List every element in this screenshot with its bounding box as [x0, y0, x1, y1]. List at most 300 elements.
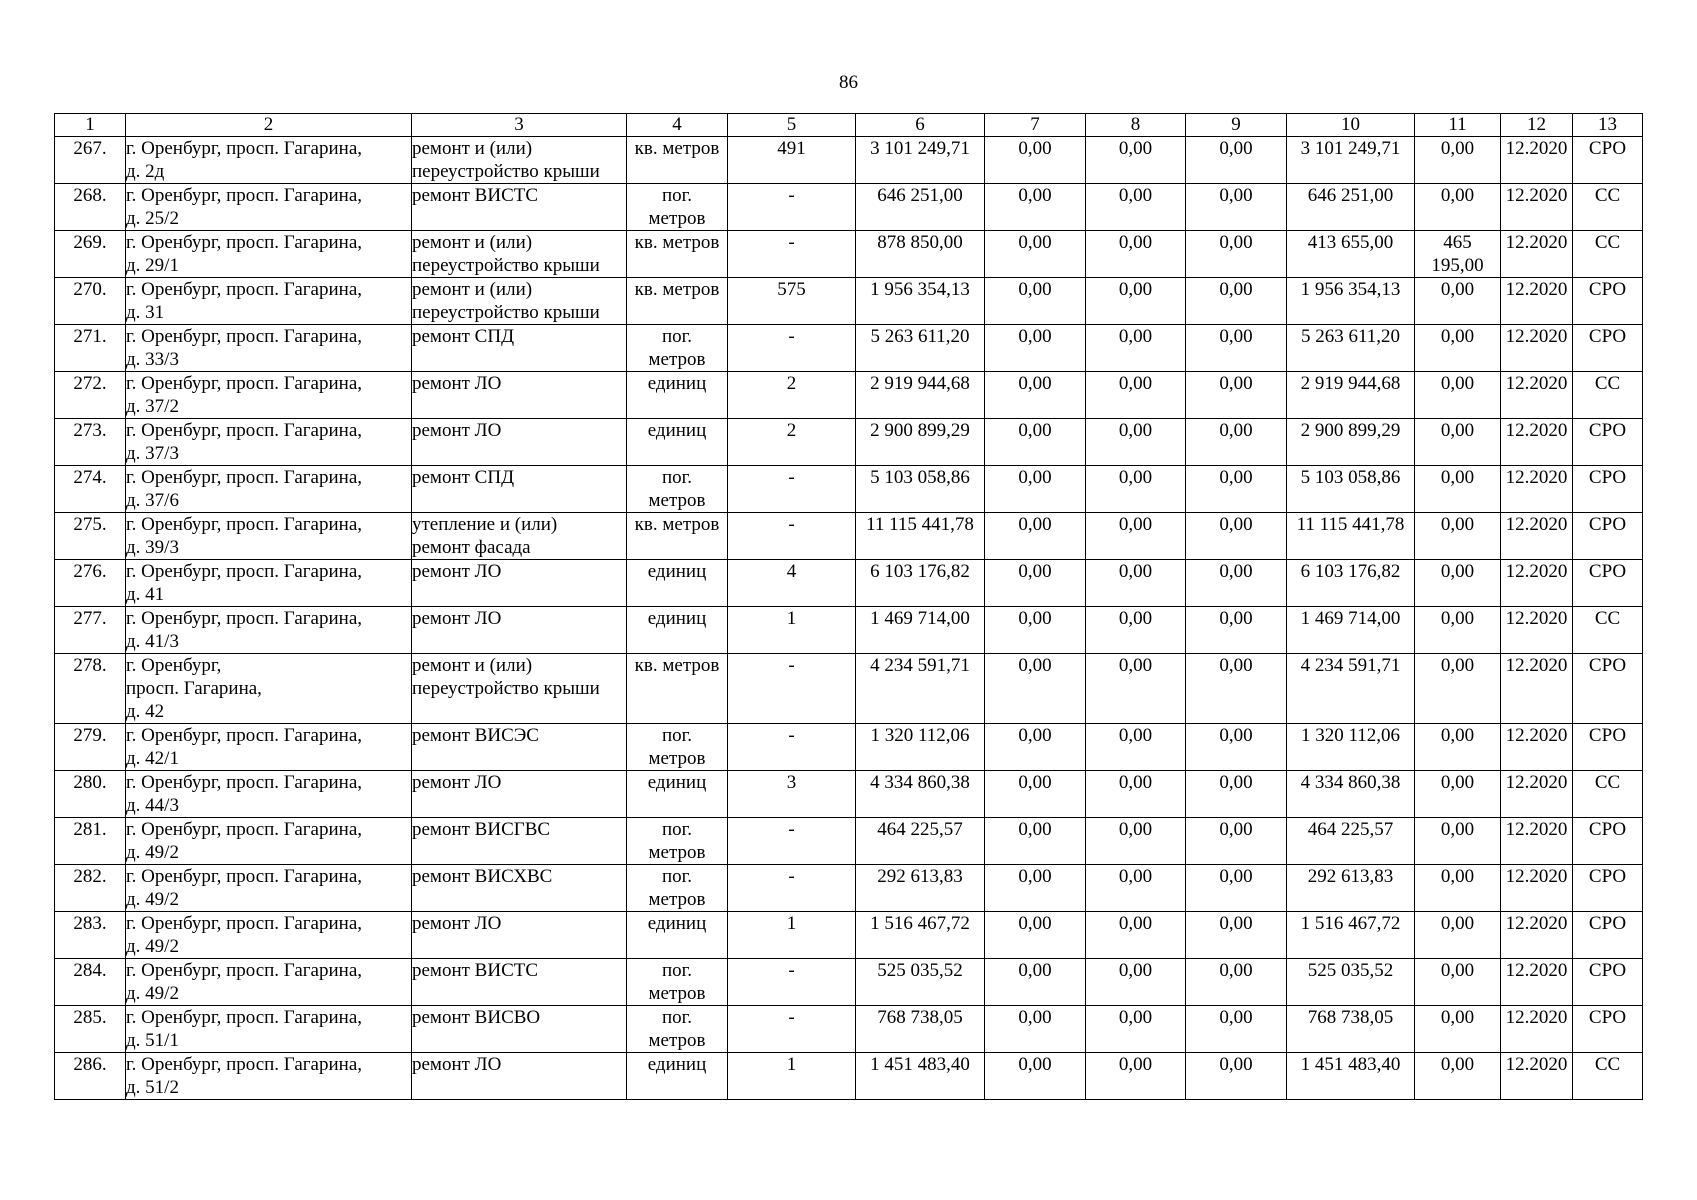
row-number: 268. — [55, 184, 126, 231]
table-row — [55, 1053, 1643, 1100]
value-cell-7: 0,00 — [985, 607, 1086, 654]
cell-line: единиц — [647, 913, 707, 934]
cell-line: ремонт СПД — [412, 326, 515, 347]
cell-line: д. 49/2 — [126, 889, 179, 910]
row-number: 279. — [55, 724, 126, 771]
value-cell-8: 0,00 — [1086, 959, 1186, 1006]
value-cell-10: 4 234 591,71 — [1287, 654, 1415, 724]
value-cell-7: 0,00 — [985, 560, 1086, 607]
address-cell — [126, 865, 412, 912]
value-cell-12: 12.2020 — [1501, 818, 1573, 865]
unit-cell — [627, 1053, 728, 1100]
value-cell-11: 0,00 — [1415, 607, 1501, 654]
table-row — [55, 818, 1643, 865]
unit-cell — [627, 231, 728, 278]
cell-line: пог. — [661, 326, 693, 347]
value-cell-12: 12.2020 — [1501, 372, 1573, 419]
value-cell-6: 6 103 176,82 — [856, 560, 985, 607]
value-cell-6: 646 251,00 — [856, 184, 985, 231]
row-number: 283. — [55, 912, 126, 959]
value-cell-10: 1 516 467,72 — [1287, 912, 1415, 959]
cell-line: ремонт и (или) — [412, 138, 533, 159]
cell-line: кв. метров — [634, 655, 720, 676]
value-cell-7: 0,00 — [985, 959, 1086, 1006]
cell-line: д. 42/1 — [126, 748, 179, 769]
cell-line: метров — [648, 842, 706, 863]
cell-line: г. Оренбург, просп. Гагарина, — [126, 960, 362, 981]
cell-line: ремонт ВИСТС — [412, 960, 539, 981]
value-cell-8: 0,00 — [1086, 278, 1186, 325]
value-cell-10: 6 103 176,82 — [1287, 560, 1415, 607]
cell-line: переустройство крыши — [412, 255, 600, 276]
value-cell-7: 0,00 — [985, 912, 1086, 959]
column-header-5: 5 — [728, 114, 856, 137]
value-cell-7: 0,00 — [985, 654, 1086, 724]
value-cell-5: 2 — [728, 419, 856, 466]
unit-cell — [627, 137, 728, 184]
work-type-cell — [412, 771, 627, 818]
column-header-4: 4 — [627, 114, 728, 137]
value-cell-5: - — [728, 724, 856, 771]
value-cell-11: 0,00 — [1415, 419, 1501, 466]
cell-line: д. 37/2 — [126, 396, 179, 417]
address-cell — [126, 607, 412, 654]
address-cell — [126, 231, 412, 278]
cell-line: д. 41 — [126, 584, 165, 605]
value-cell-9: 0,00 — [1186, 372, 1287, 419]
table-row — [55, 912, 1643, 959]
column-header-6: 6 — [856, 114, 985, 137]
cell-line: г. Оренбург, просп. Гагарина, — [126, 326, 362, 347]
unit-cell — [627, 654, 728, 724]
method-cell: СРО — [1573, 818, 1643, 865]
value-cell-7: 0,00 — [985, 724, 1086, 771]
address-cell — [126, 513, 412, 560]
cell-line: ремонт ЛО — [412, 373, 502, 394]
cell-line: г. Оренбург, просп. Гагарина, — [126, 185, 362, 206]
value-cell-5: - — [728, 231, 856, 278]
value-cell-10: 1 451 483,40 — [1287, 1053, 1415, 1100]
cell-line: метров — [648, 748, 706, 769]
row-number: 285. — [55, 1006, 126, 1053]
unit-cell — [627, 278, 728, 325]
unit-cell — [627, 560, 728, 607]
value-cell-6: 2 919 944,68 — [856, 372, 985, 419]
unit-cell — [627, 912, 728, 959]
cell-line: ремонт ЛО — [412, 420, 502, 441]
cell-line: д. 39/3 — [126, 537, 179, 558]
value-cell-7: 0,00 — [985, 1006, 1086, 1053]
value-cell-6: 768 738,05 — [856, 1006, 985, 1053]
value-cell-10: 4 334 860,38 — [1287, 771, 1415, 818]
cell-line: д. 51/2 — [126, 1077, 179, 1098]
value-cell-5: - — [728, 513, 856, 560]
unit-cell — [627, 513, 728, 560]
unit-cell — [627, 466, 728, 513]
work-type-cell — [412, 912, 627, 959]
cell-line: г. Оренбург, просп. Гагарина, — [126, 138, 362, 159]
method-cell: СС — [1573, 607, 1643, 654]
value-cell-12: 12.2020 — [1501, 325, 1573, 372]
cell-line: г. Оренбург, просп. Гагарина, — [126, 1054, 362, 1075]
cell-line: г. Оренбург, просп. Гагарина, — [126, 467, 362, 488]
cell-line: г. Оренбург, просп. Гагарина, — [126, 279, 362, 300]
value-cell-12: 12.2020 — [1501, 1006, 1573, 1053]
method-cell: СРО — [1573, 278, 1643, 325]
value-cell-8: 0,00 — [1086, 1006, 1186, 1053]
cell-line: ремонт ЛО — [412, 608, 502, 629]
value-cell-9: 0,00 — [1186, 231, 1287, 278]
value-cell-7: 0,00 — [985, 1053, 1086, 1100]
cell-line: д. 41/3 — [126, 631, 179, 652]
value-cell-6: 4 334 860,38 — [856, 771, 985, 818]
cell-line: единиц — [647, 608, 707, 629]
row-number: 276. — [55, 560, 126, 607]
cell-line: д. 25/2 — [126, 208, 179, 229]
cell-line: метров — [648, 889, 706, 910]
work-type-cell — [412, 278, 627, 325]
work-type-cell — [412, 325, 627, 372]
work-type-cell — [412, 1053, 627, 1100]
value-cell-7: 0,00 — [985, 137, 1086, 184]
column-header-7: 7 — [985, 114, 1086, 137]
column-header-13: 13 — [1573, 114, 1643, 137]
value-cell-9: 0,00 — [1186, 912, 1287, 959]
value-cell-8: 0,00 — [1086, 818, 1186, 865]
cell-line: д. 33/3 — [126, 349, 179, 370]
cell-line: д. 49/2 — [126, 936, 179, 957]
value-cell-11: 0,00 — [1415, 184, 1501, 231]
value-cell-10: 5 103 058,86 — [1287, 466, 1415, 513]
value-cell-7: 0,00 — [985, 513, 1086, 560]
table-body — [55, 137, 1643, 1100]
unit-cell — [627, 419, 728, 466]
method-cell: СРО — [1573, 419, 1643, 466]
cell-line: кв. метров — [634, 138, 720, 159]
cell-line: метров — [648, 349, 706, 370]
cell-line: пог. — [661, 1007, 693, 1028]
value-cell-11: 0,00 — [1415, 1053, 1501, 1100]
cell-line: ремонт ВИСТС — [412, 185, 539, 206]
unit-cell — [627, 959, 728, 1006]
column-header-9: 9 — [1186, 114, 1287, 137]
row-number: 281. — [55, 818, 126, 865]
address-cell — [126, 771, 412, 818]
row-number: 284. — [55, 959, 126, 1006]
row-number: 282. — [55, 865, 126, 912]
value-cell-12: 12.2020 — [1501, 724, 1573, 771]
value-cell-11: 0,00 — [1415, 466, 1501, 513]
value-cell-6: 5 103 058,86 — [856, 466, 985, 513]
value-cell-6: 11 115 441,78 — [856, 513, 985, 560]
value-cell-8: 0,00 — [1086, 607, 1186, 654]
row-number: 280. — [55, 771, 126, 818]
cell-line: метров — [648, 1030, 706, 1051]
row-number: 272. — [55, 372, 126, 419]
address-cell — [126, 325, 412, 372]
value-cell-9: 0,00 — [1186, 513, 1287, 560]
value-cell-12: 12.2020 — [1501, 278, 1573, 325]
work-type-cell — [412, 466, 627, 513]
method-cell: СРО — [1573, 724, 1643, 771]
value-cell-5: 3 — [728, 771, 856, 818]
value-cell-5: 4 — [728, 560, 856, 607]
value-cell-6: 1 320 112,06 — [856, 724, 985, 771]
value-cell-11: 0,00 — [1415, 278, 1501, 325]
value-cell-11: 0,00 — [1415, 771, 1501, 818]
value-cell-10: 11 115 441,78 — [1287, 513, 1415, 560]
table-row — [55, 654, 1643, 724]
value-cell-7: 0,00 — [985, 865, 1086, 912]
cell-line: переустройство крыши — [412, 161, 600, 182]
value-cell-9: 0,00 — [1186, 466, 1287, 513]
cell-line: г. Оренбург, просп. Гагарина, — [126, 913, 362, 934]
cell-line: кв. метров — [634, 232, 720, 253]
cell-line: ремонт фасада — [412, 537, 531, 558]
table-row — [55, 419, 1643, 466]
column-header-11: 11 — [1415, 114, 1501, 137]
row-number: 269. — [55, 231, 126, 278]
value-cell-9: 0,00 — [1186, 278, 1287, 325]
value-cell-12: 12.2020 — [1501, 1053, 1573, 1100]
value-cell-8: 0,00 — [1086, 912, 1186, 959]
value-cell-9: 0,00 — [1186, 1053, 1287, 1100]
cell-line: кв. метров — [634, 514, 720, 535]
cell-line: ремонт ЛО — [412, 561, 502, 582]
value-cell-8: 0,00 — [1086, 654, 1186, 724]
cell-line: единиц — [647, 373, 707, 394]
address-cell — [126, 419, 412, 466]
table-row — [55, 513, 1643, 560]
method-cell: СС — [1573, 372, 1643, 419]
unit-cell — [627, 771, 728, 818]
table-row — [55, 278, 1643, 325]
value-cell-6: 2 900 899,29 — [856, 419, 985, 466]
row-number: 271. — [55, 325, 126, 372]
value-cell-6: 1 469 714,00 — [856, 607, 985, 654]
cell-line: ремонт ВИСЭС — [412, 725, 539, 746]
value-cell-8: 0,00 — [1086, 325, 1186, 372]
value-cell-10: 1 956 354,13 — [1287, 278, 1415, 325]
value-cell-6: 1 516 467,72 — [856, 912, 985, 959]
row-number: 286. — [55, 1053, 126, 1100]
unit-cell — [627, 865, 728, 912]
value-cell-9: 0,00 — [1186, 771, 1287, 818]
address-cell — [126, 278, 412, 325]
work-type-cell — [412, 1006, 627, 1053]
value-cell-10: 1 320 112,06 — [1287, 724, 1415, 771]
unit-cell — [627, 607, 728, 654]
method-cell: СРО — [1573, 959, 1643, 1006]
value-cell-8: 0,00 — [1086, 231, 1186, 278]
row-number: 275. — [55, 513, 126, 560]
cell-line: пог. — [661, 467, 693, 488]
column-header-12: 12 — [1501, 114, 1573, 137]
value-cell-12: 12.2020 — [1501, 231, 1573, 278]
value-cell-9: 0,00 — [1186, 607, 1287, 654]
value-cell-5: 491 — [728, 137, 856, 184]
table-row — [55, 1006, 1643, 1053]
value-cell-10: 292 613,83 — [1287, 865, 1415, 912]
value-cell-6: 878 850,00 — [856, 231, 985, 278]
cell-line: д. 49/2 — [126, 842, 179, 863]
table-row — [55, 137, 1643, 184]
address-cell — [126, 137, 412, 184]
work-type-cell — [412, 513, 627, 560]
cell-line: г. Оренбург, просп. Гагарина, — [126, 561, 362, 582]
unit-cell — [627, 325, 728, 372]
value-cell-6: 464 225,57 — [856, 818, 985, 865]
table-row — [55, 959, 1643, 1006]
value-cell-6: 5 263 611,20 — [856, 325, 985, 372]
value-cell-5: 1 — [728, 607, 856, 654]
column-header-8: 8 — [1086, 114, 1186, 137]
value-cell-9: 0,00 — [1186, 724, 1287, 771]
value-cell-12: 12.2020 — [1501, 912, 1573, 959]
value-cell-6: 4 234 591,71 — [856, 654, 985, 724]
value-cell-9: 0,00 — [1186, 325, 1287, 372]
value-cell-10: 646 251,00 — [1287, 184, 1415, 231]
value-cell-6: 292 613,83 — [856, 865, 985, 912]
value-cell-9: 0,00 — [1186, 419, 1287, 466]
cell-line: единиц — [647, 1054, 707, 1075]
value-cell-12: 12.2020 — [1501, 419, 1573, 466]
value-cell-8: 0,00 — [1086, 137, 1186, 184]
work-type-cell — [412, 724, 627, 771]
cell-line: метров — [648, 983, 706, 1004]
table-row — [55, 560, 1643, 607]
cell-line: единиц — [647, 420, 707, 441]
work-type-cell — [412, 372, 627, 419]
cell-line: пог. — [661, 725, 693, 746]
method-cell: СРО — [1573, 654, 1643, 724]
value-cell-8: 0,00 — [1086, 1053, 1186, 1100]
value-cell-6: 1 956 354,13 — [856, 278, 985, 325]
cell-line: пог. — [661, 819, 693, 840]
cell-line: утепление и (или) — [412, 514, 558, 535]
cell-line: ремонт ВИСГВС — [412, 819, 551, 840]
cell-line: пог. — [661, 960, 693, 981]
value-cell-6: 1 451 483,40 — [856, 1053, 985, 1100]
cell-line: ремонт ВИСВО — [412, 1007, 541, 1028]
value-cell-7: 0,00 — [985, 419, 1086, 466]
cell-line: переустройство крыши — [412, 302, 600, 323]
column-header-1: 1 — [55, 114, 126, 137]
cell-line: переустройство крыши — [412, 678, 600, 699]
value-cell-7: 0,00 — [985, 466, 1086, 513]
value-cell-12: 12.2020 — [1501, 513, 1573, 560]
value-cell-11: 0,00 — [1415, 865, 1501, 912]
method-cell: СРО — [1573, 865, 1643, 912]
value-cell-9: 0,00 — [1186, 1006, 1287, 1053]
cell-line: ремонт и (или) — [412, 232, 533, 253]
value-cell-5: 1 — [728, 912, 856, 959]
table-row — [55, 466, 1643, 513]
work-type-cell — [412, 137, 627, 184]
value-cell-12: 12.2020 — [1501, 607, 1573, 654]
cell-line: г. Оренбург, просп. Гагарина, — [126, 725, 362, 746]
address-cell — [126, 466, 412, 513]
table-row — [55, 771, 1643, 818]
value-cell-11: 0,00 — [1415, 959, 1501, 1006]
value-cell-10: 768 738,05 — [1287, 1006, 1415, 1053]
row-number: 277. — [55, 607, 126, 654]
method-cell: СС — [1573, 231, 1643, 278]
value-cell-12: 12.2020 — [1501, 560, 1573, 607]
value-cell-12: 12.2020 — [1501, 466, 1573, 513]
cell-line: ремонт ЛО — [412, 772, 502, 793]
column-header-10: 10 — [1287, 114, 1415, 137]
value-cell-5: - — [728, 1006, 856, 1053]
value-cell-9: 0,00 — [1186, 818, 1287, 865]
value-cell-9: 0,00 — [1186, 560, 1287, 607]
value-cell-8: 0,00 — [1086, 513, 1186, 560]
row-number: 278. — [55, 654, 126, 724]
unit-cell — [627, 372, 728, 419]
value-cell-6: 525 035,52 — [856, 959, 985, 1006]
cell-line: д. 37/6 — [126, 490, 179, 511]
value-cell-5: - — [728, 466, 856, 513]
value-cell-8: 0,00 — [1086, 419, 1186, 466]
method-cell: СРО — [1573, 466, 1643, 513]
unit-cell — [627, 818, 728, 865]
value-cell-11: 0,00 — [1415, 818, 1501, 865]
cell-line: пог. — [661, 866, 693, 887]
method-cell: СРО — [1573, 325, 1643, 372]
value-cell-7: 0,00 — [985, 278, 1086, 325]
unit-cell — [627, 184, 728, 231]
value-cell-7: 0,00 — [985, 231, 1086, 278]
cell-line: д. 31 — [126, 302, 165, 323]
work-type-cell — [412, 560, 627, 607]
method-cell: СРО — [1573, 513, 1643, 560]
cell-line: д. 37/3 — [126, 443, 179, 464]
address-cell — [126, 654, 412, 724]
value-cell-8: 0,00 — [1086, 372, 1186, 419]
value-cell-5: - — [728, 959, 856, 1006]
value-cell-7: 0,00 — [985, 372, 1086, 419]
cell-line: д. 44/3 — [126, 795, 179, 816]
value-cell-12: 12.2020 — [1501, 137, 1573, 184]
value-cell-7: 0,00 — [985, 818, 1086, 865]
cell-line: д. 51/1 — [126, 1030, 179, 1051]
value-cell-12: 12.2020 — [1501, 654, 1573, 724]
value-cell-5: 575 — [728, 278, 856, 325]
unit-cell — [627, 724, 728, 771]
cell-line: ремонт ЛО — [412, 913, 502, 934]
value-cell-11: 0,00 — [1415, 654, 1501, 724]
table-row — [55, 231, 1643, 278]
value-cell-10: 3 101 249,71 — [1287, 137, 1415, 184]
work-type-cell — [412, 818, 627, 865]
value-cell-6: 3 101 249,71 — [856, 137, 985, 184]
value-cell-12: 12.2020 — [1501, 959, 1573, 1006]
cell-line: г. Оренбург, просп. Гагарина, — [126, 1007, 362, 1028]
value-cell-10: 1 469 714,00 — [1287, 607, 1415, 654]
method-cell: СРО — [1573, 1006, 1643, 1053]
works-table — [54, 113, 1643, 1100]
work-type-cell — [412, 959, 627, 1006]
table-row — [55, 325, 1643, 372]
value-cell-11: 0,00 — [1415, 1006, 1501, 1053]
table-row — [55, 607, 1643, 654]
address-cell — [126, 560, 412, 607]
value-cell-5: - — [728, 654, 856, 724]
cell-line: единиц — [647, 561, 707, 582]
value-cell-10: 2 900 899,29 — [1287, 419, 1415, 466]
address-cell — [126, 912, 412, 959]
value-cell-10: 464 225,57 — [1287, 818, 1415, 865]
